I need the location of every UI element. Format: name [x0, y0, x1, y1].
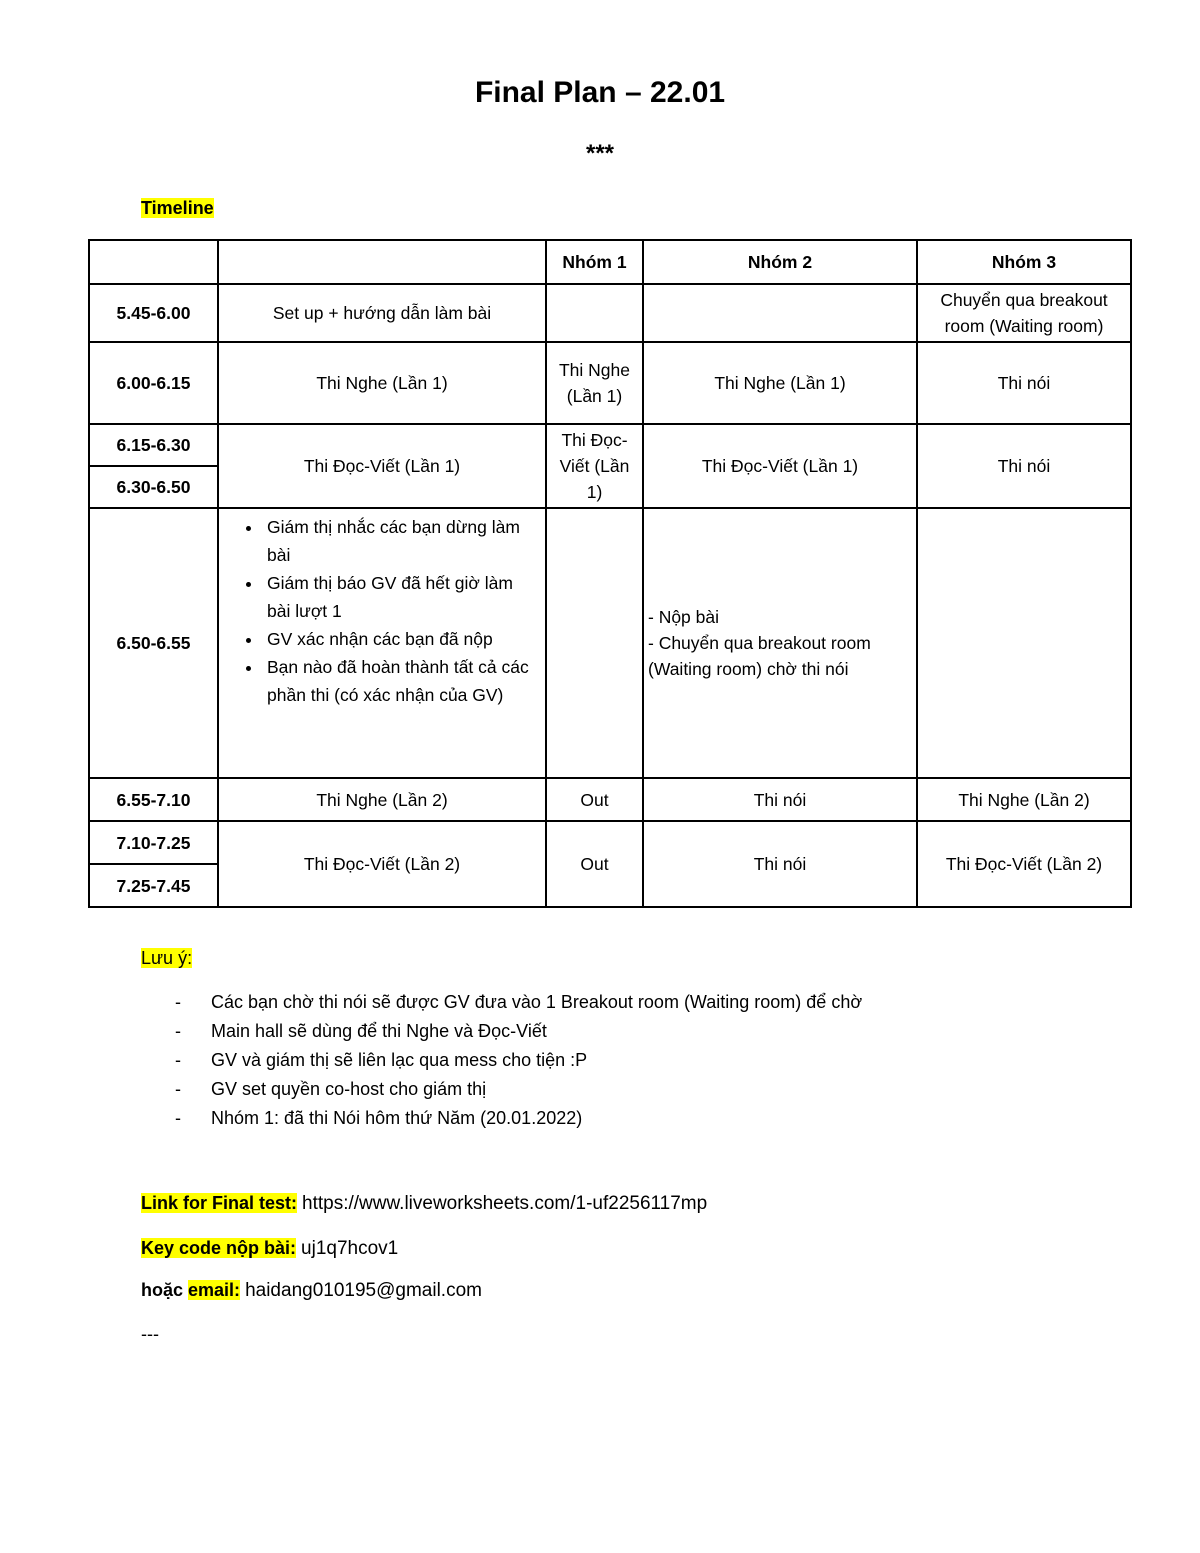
activity-cell: Thi Nghe (Lần 1) [218, 342, 546, 424]
dash-marker: - [175, 1108, 181, 1128]
table-header-row [89, 240, 1131, 284]
header-group-2: Nhóm 2 [643, 240, 917, 284]
table-row [89, 342, 1131, 424]
group-2-cell [643, 508, 917, 778]
email-prefix: hoặc [141, 1280, 184, 1300]
activity-cell: Thi Đọc-Viết (Lần 2) [218, 821, 546, 907]
activity-cell: Set up + hướng dẫn làm bài [218, 284, 546, 342]
group-2-cell [643, 284, 917, 342]
group-2-cell: Thi Đọc-Viết (Lần 1) [643, 424, 917, 508]
dash-marker: - [175, 992, 181, 1012]
time-cell: 6.15-6.30 [89, 424, 218, 466]
header-group-3: Nhóm 3 [917, 240, 1131, 284]
group-3-cell: Thi nói [917, 424, 1131, 508]
notes-list [141, 988, 862, 1133]
dash-marker: - [175, 1021, 181, 1041]
header-cell [89, 240, 218, 284]
note-text: GV set quyền co-host cho giám thị [211, 1079, 487, 1099]
timeline-table [88, 239, 1132, 908]
note-item [141, 1046, 862, 1075]
header-cell [218, 240, 546, 284]
group-3-cell [917, 508, 1131, 778]
notes-heading [141, 948, 192, 969]
list-item: • Giám thị báo GV đã hết giờ làm bài lượt 1 [263, 569, 541, 625]
time-cell: 6.00-6.15 [89, 342, 218, 424]
time-cell: 7.10-7.25 [89, 821, 218, 864]
note-item [141, 988, 862, 1017]
note-item [141, 1104, 862, 1133]
table-row [89, 424, 1131, 466]
test-link-label: Link for Final test: [141, 1193, 298, 1213]
list-item: • GV xác nhận các bạn đã nộp [263, 625, 541, 653]
note-text: Nhóm 1: đã thi Nói hôm thứ Năm (20.01.2022) [211, 1108, 583, 1128]
note-text: Main hall sẽ dùng để thi Nghe và Đọc-Viết [211, 1021, 547, 1041]
group-1-cell: Thi Đọc-Viết (Lần 1) [546, 424, 643, 508]
timeline-heading [141, 198, 214, 219]
instruction-list [223, 513, 541, 709]
note-item [141, 1017, 862, 1046]
email-address[interactable]: haidang010195@gmail.com [245, 1280, 482, 1301]
group-3-cell: Thi Nghe (Lần 2) [917, 778, 1131, 821]
note-text: GV và giám thị sẽ liên lạc qua mess cho tiện :P [211, 1050, 588, 1070]
email-line [141, 1280, 482, 1302]
group-2-cell: Thi Nghe (Lần 1) [643, 342, 917, 424]
test-link-line [141, 1193, 707, 1215]
time-cell: 6.55-7.10 [89, 778, 218, 821]
notes-label: Lưu ý: [141, 948, 193, 968]
email-label: email: [188, 1280, 241, 1300]
group-1-cell [546, 284, 643, 342]
list-item: • Giám thị nhắc các bạn dừng làm bài [263, 513, 541, 569]
group-2-cell: Thi nói [643, 821, 917, 907]
activity-cell: Thi Đọc-Viết (Lần 1) [218, 424, 546, 508]
list-item: • Bạn nào đã hoàn thành tất cả các phần thi (có xác nhận của GV) [263, 653, 541, 709]
time-cell: 6.50-6.55 [89, 508, 218, 778]
test-link-url[interactable]: https://www.liveworksheets.com/1-uf2256117mp [302, 1193, 708, 1214]
group-1-cell: Out [546, 778, 643, 821]
group-3-cell: Thi nói [917, 342, 1131, 424]
note-text: Các bạn chờ thi nói sẽ được GV đưa vào 1 Breakout room (Waiting room) để chờ [211, 992, 863, 1012]
document-title: Final Plan – 22.01 [474, 76, 726, 109]
timeline-label: Timeline [141, 198, 214, 218]
header-group-1: Nhóm 1 [546, 240, 643, 284]
end-mark: --- [141, 1324, 159, 1344]
table-row [89, 778, 1131, 821]
time-cell: 5.45-6.00 [89, 284, 218, 342]
separator-stars: *** [585, 140, 615, 167]
dash-marker: - [175, 1050, 181, 1070]
group-1-cell [546, 508, 643, 778]
activity-cell [218, 508, 546, 778]
key-code-line [141, 1238, 398, 1260]
note-item [141, 1075, 862, 1104]
group-3-cell: Thi Đọc-Viết (Lần 2) [917, 821, 1131, 907]
activity-cell: Thi Nghe (Lần 2) [218, 778, 546, 821]
group-2-line: - Chuyển qua breakout room (Waiting room) chờ thi nói [648, 633, 871, 679]
group-2-cell: Thi nói [643, 778, 917, 821]
group-1-cell: Out [546, 821, 643, 907]
time-cell: 7.25-7.45 [89, 864, 218, 907]
time-cell: 6.30-6.50 [89, 466, 218, 508]
dash-marker: - [175, 1079, 181, 1099]
group-3-cell: Chuyển qua breakout room (Waiting room) [917, 284, 1131, 342]
key-code-value: uj1q7hcov1 [301, 1238, 399, 1259]
table-row [89, 821, 1131, 864]
group-1-cell: Thi Nghe (Lần 1) [546, 342, 643, 424]
table-row [89, 284, 1131, 342]
table-row [89, 508, 1131, 778]
key-code-label: Key code nộp bài: [141, 1238, 297, 1258]
group-2-line: - Nộp bài [648, 607, 720, 627]
